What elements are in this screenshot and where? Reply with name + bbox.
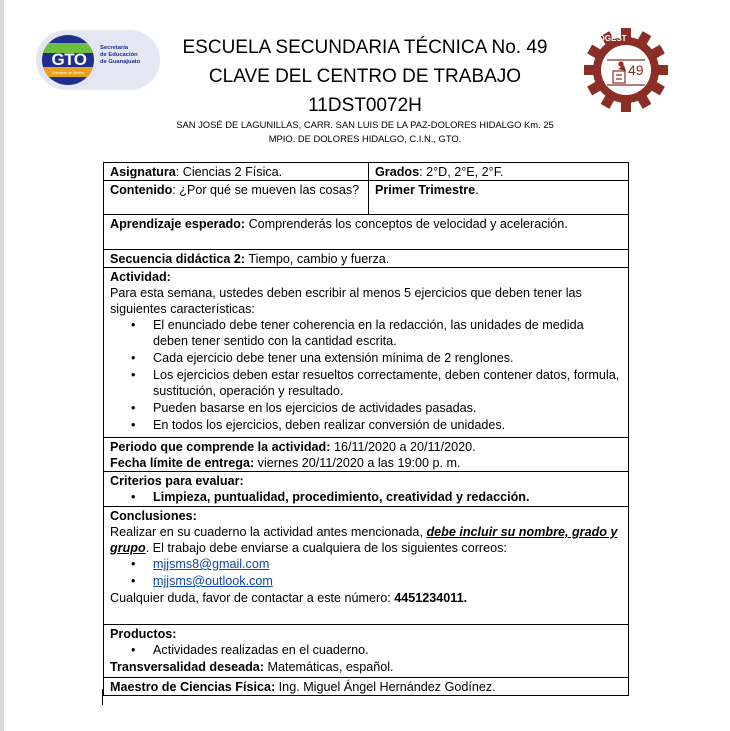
table-row	[104, 268, 629, 438]
table-row	[104, 250, 629, 268]
actividad-list	[110, 317, 622, 433]
contact-line: Cualquier duda, favor de contactar a este número: 4451234011.	[110, 591, 468, 605]
center-key: 11DST0072H	[308, 95, 422, 116]
criterios-heading: Criterios para evaluar:	[110, 474, 244, 488]
table-row	[104, 181, 629, 215]
table-row	[104, 438, 629, 472]
seal-number: 49	[628, 62, 644, 78]
email-item	[153, 556, 622, 572]
conclusiones-text: Realizar en su cuaderno la actividad antes mencionada, debe incluir su nombre, grado y grupo. El trabajo debe enviarse a cualquiera de los siguientes correos:	[110, 525, 618, 555]
email-link[interactable]: mjjsms@outlook.com	[153, 574, 273, 588]
actividad-heading: Actividad:	[110, 270, 171, 284]
email-link[interactable]: mjjsms8@gmail.com	[153, 557, 270, 571]
secuencia-cell: Secuencia didáctica 2: Tiempo, cambio y fuerza.	[104, 250, 629, 268]
table-row	[104, 678, 629, 696]
list-item: • El enunciado debe tener coherencia en la redacción, las unidades de medida deben tener sentido con la cantidad escrita.	[153, 317, 622, 349]
actividad-intro: Para esta semana, ustedes deben escribir al menos 5 ejercicios que deben tener las siguientes características:	[110, 286, 582, 316]
list-item: • En todos los ejercicios, deben realizar conversión de unidades.	[153, 417, 622, 433]
school-name: ESCUELA SECUNDARIA TÉCNICA No. 49	[182, 37, 548, 58]
list-item: • Los ejercicios deben estar resueltos correctamente, deben contener datos, formula, sustitución, operación y resultado.	[153, 367, 622, 399]
criterios-cell	[104, 472, 629, 507]
list-item: • Actividades realizadas en el cuaderno.	[153, 642, 622, 658]
gto-brand: GTO	[51, 50, 87, 69]
text-cursor	[102, 689, 103, 705]
maestro-cell: Maestro de Ciencias Física: Ing. Miguel Ángel Hernández Godínez.	[104, 678, 629, 696]
table-row	[104, 625, 629, 678]
gto-tagline: Grandeza de México	[51, 71, 85, 75]
page-edge	[0, 0, 4, 731]
table-row	[104, 215, 629, 250]
center-key-label: CLAVE DEL CENTRO DE TRABAJO	[208, 66, 522, 87]
productos-cell: Productos: • Actividades realizadas en el cuaderno. Transversalidad deseada: Matemáticas, español.	[104, 625, 629, 678]
gto-logo	[36, 30, 160, 90]
contenido-cell: Contenido: ¿Por qué se mueven las cosas?	[104, 181, 369, 215]
email-item	[153, 573, 622, 589]
list-item: • Pueden basarse en los ejercicios de actividades pasadas.	[153, 400, 622, 416]
table-row	[104, 472, 629, 507]
secretaria-name: Secretaría de Educación de Guanajuato	[100, 45, 141, 65]
aprendizaje-cell: Aprendizaje esperado: Comprenderás los conceptos de velocidad y aceleración.	[104, 215, 629, 250]
address-line-1: SAN JOSÉ DE LAGUNILLAS, CARR. SAN LUIS DE LA PAZ-DOLORES HIDALGO Km. 25	[176, 119, 554, 130]
dgest-seal-icon	[583, 27, 669, 113]
gto-badge	[42, 35, 94, 85]
table-row	[104, 163, 629, 181]
trimestre-cell: Primer Trimestre.	[369, 181, 629, 215]
address-line-2: MPIO. DE DOLORES HIDALGO, C.I.N., GTO.	[268, 133, 462, 144]
activity-table	[103, 162, 629, 696]
asignatura-cell: Asignatura: Ciencias 2 Física.	[104, 163, 369, 181]
list-item: • Cada ejercicio debe tener una extensión mínima de 2 renglones.	[153, 350, 622, 366]
grados-cell: Grados: 2°D, 2°E, 2°F.	[369, 163, 629, 181]
table-row	[104, 507, 629, 625]
actividad-cell	[104, 268, 629, 438]
conclusiones-cell	[104, 507, 629, 625]
conclusiones-heading: Conclusiones:	[110, 509, 197, 523]
periodo-cell: Periodo que comprende la actividad: 16/11/2020 a 20/11/2020. Fecha límite de entrega: viernes 20/11/2020 a las 19:00 p. m.	[104, 438, 629, 472]
seal-label: DGEST	[599, 34, 627, 43]
list-item: • Limpieza, puntualidad, procedimiento, creatividad y redacción.	[153, 489, 622, 505]
productos-heading: Productos:	[110, 627, 177, 641]
